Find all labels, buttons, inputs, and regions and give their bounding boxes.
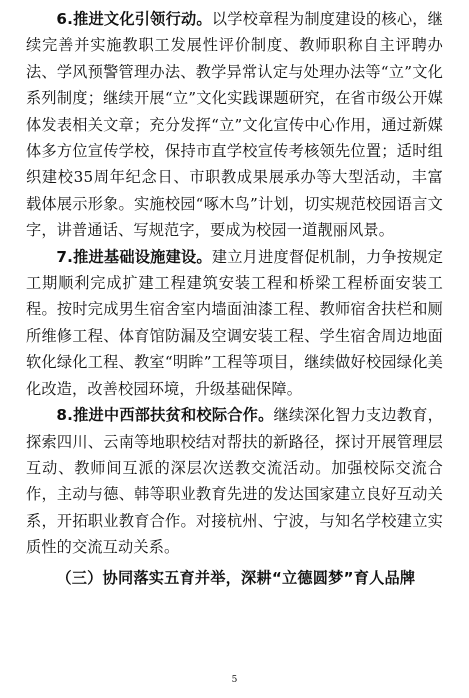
paragraph-cooperation [26,402,443,560]
paragraph-lead-title: 7.推进基础设施建设。 [56,247,212,266]
paragraph-body-text: 以学校章程为制度建设的核心，继续完善并实施教职工发展性评价制度、教师职称自主评聘办法、学风预警管理办法、教学异常认定与处理办法等“立”文化系列制度；继续开展“立”文化实践课题研究，在省市级公开媒体发表相关文章；充分发挥“立”文化宣传中心作用，通过新媒体多方位宣传学校，保持市直学校宣传考核领先位置；适时组织建校35周年纪念日、市职教成果展承办等大型活动，丰富载体展示形象。实施校园“啄木鸟”计划，切实规范校园语言文字，讲普通话、写规范字，要成为校园一道靓丽风景。 [26,10,443,240]
paragraph-lead-title: 6.推进文化引领行动。 [56,10,212,28]
paragraph-infrastructure [26,244,443,402]
paragraph-culture-leading [26,6,443,244]
paragraph-body-text: 继续深化智力支边教育，探索四川、云南等地职校结对帮扶的新路径，探讨开展管理层互动、教师间互派的深层次送教交流活动。加强校际交流合作，主动与德、韩等职业教育先进的发达国家建立良好互动关系，开拓职业教育合作。对接杭州、宁波，与知名学校建立实质性的交流互动关系。 [26,406,443,557]
paragraph-body-text: 建立月进度督促机制，力争按规定工期顺利完成扩建工程建筑安装工程和桥梁工程桥面安装工程。按时完成男生宿舍室内墙面油漆工程、教师宿舍扶栏和厕所维修工程、体育馆防漏及空调安装工程、学生宿舍周边地面软化绿化工程、教室“明眸”工程等项目，继续做好校园绿化美化改造，改善校园环境，升级基础保障。 [26,247,443,398]
page-number: 5 [231,675,238,685]
paragraph-lead-title: 8.推进中西部扶贫和校际合作。 [56,406,274,425]
section-heading: （三）协同落实五育并举，深耕“立德圆梦”育人品牌 [56,568,416,587]
